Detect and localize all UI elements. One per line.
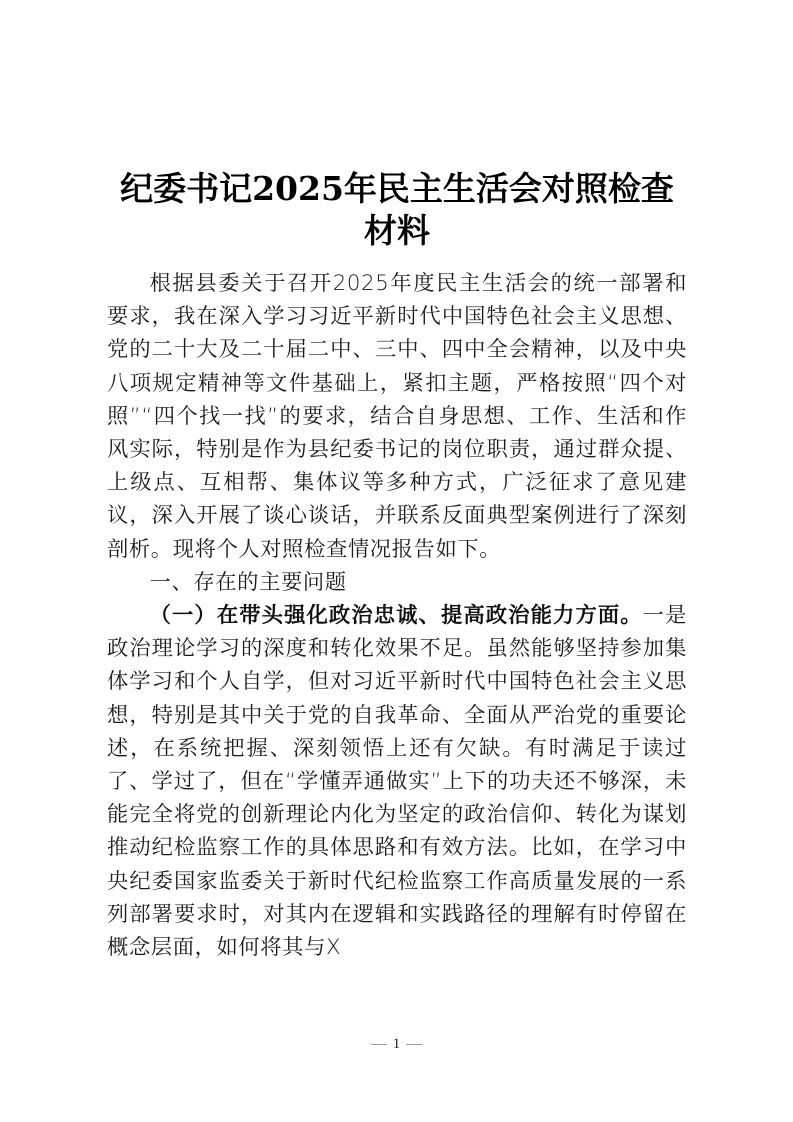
page-footer bbox=[0, 1036, 793, 1053]
subsection-paragraph bbox=[107, 599, 687, 964]
subsection-text: 一是政治理论学习的深度和转化效果不足。虽然能够坚持参加集体学习和个人自学，但对习近平新时代中国特色社会主义思想，特别是其中关于党的自我革命、全面从严治党的重要论述，在系统把握、深刻领悟上还有欠缺。有时满足于读过了、学过了，但在“学懂弄通做实”上下的功夫还不够深，未能完全将党的创新理论内化为坚定的政治信仰、转化为谋划推动纪检监察工作的具体思路和有效方法。比如，在学习中央纪委国家监委关于新时代纪检监察工作高质量发展的一系列部署要求时，对其内在逻辑和实践路径的理解有时停留在概念层面，如何将其与X bbox=[107, 603, 687, 961]
document-body bbox=[107, 267, 687, 964]
page-number: 1 bbox=[392, 1036, 401, 1052]
footer-dash-left bbox=[371, 1044, 387, 1046]
section-heading: 一、存在的主要问题 bbox=[149, 569, 347, 595]
footer-dash-right bbox=[406, 1044, 422, 1046]
document-title: 纪委书记2025年民主生活会对照检查材料 bbox=[120, 169, 674, 251]
intro-paragraph: 根据县委关于召开2025年度民主生活会的统一部署和要求，我在深入学习习近平新时代中国特色社会主义思想、党的二十大及二十届二中、三中、四中全会精神，以及中央八项规定精神等文件基础上，紧扣主题，严格按照“四个对照”“四个找一找”的要求，结合自身思想、工作、生活和作风实际，特别是作为县纪委书记的岗位职责，通过群众提、上级点、互相帮、集体议等多种方式，广泛征求了意见建议，深入开展了谈心谈话，并联系反面典型案例进行了深刻剖析。现将个人对照检查情况报告如下。 bbox=[107, 271, 687, 562]
subsection-bold-lead: （一）在带头强化政治忠诚、提高政治能力方面。 bbox=[149, 603, 643, 629]
